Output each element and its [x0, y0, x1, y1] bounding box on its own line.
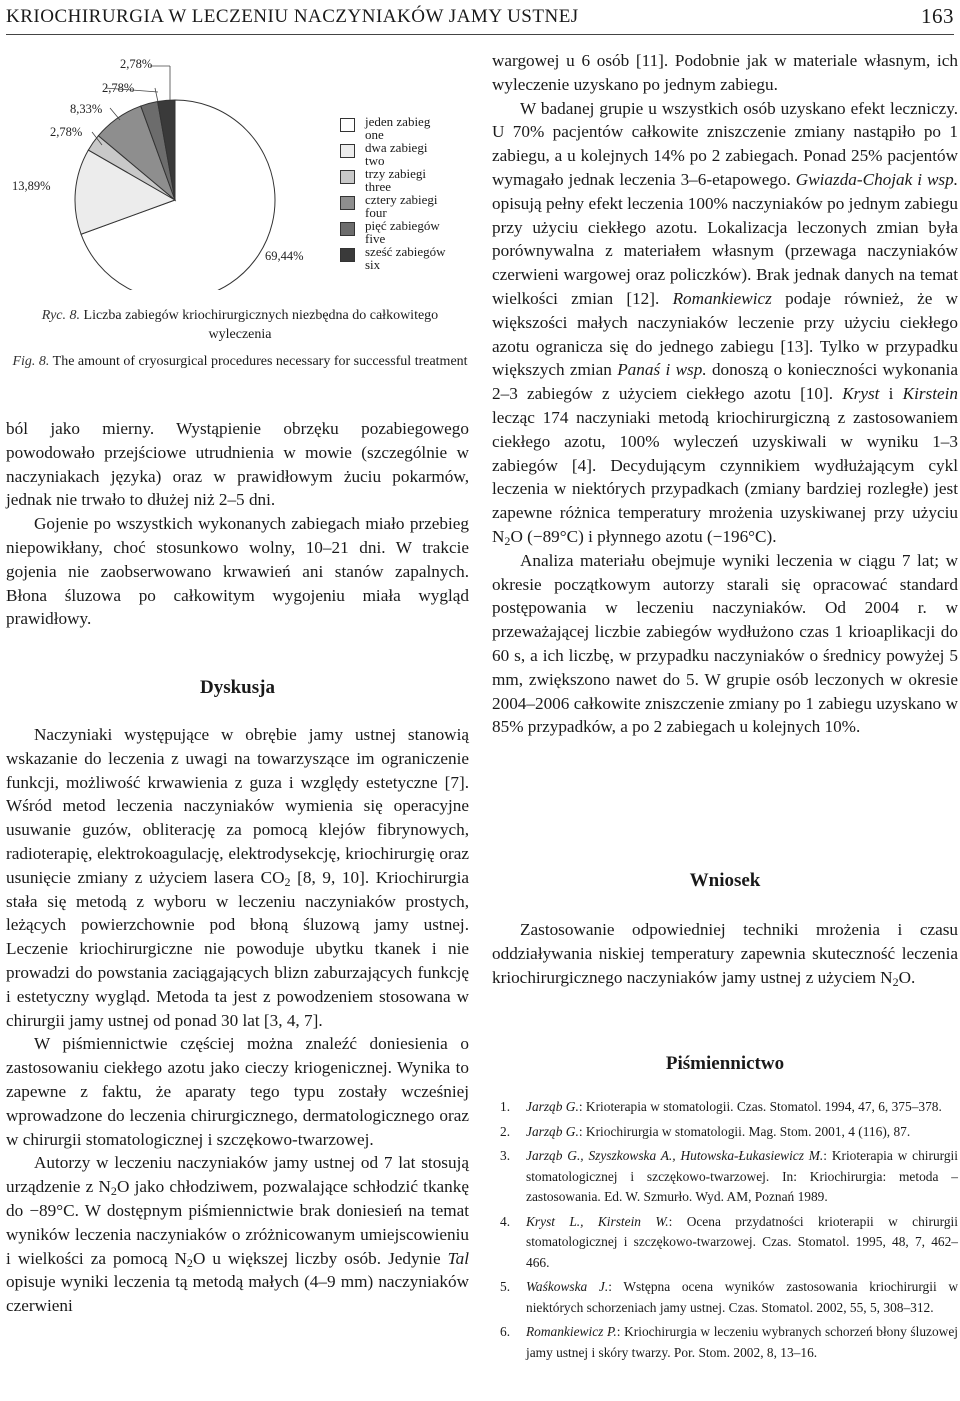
legend-swatch: [340, 222, 355, 236]
right-column-top: [492, 49, 958, 739]
reference-number: 3.: [500, 1148, 511, 1163]
caption-en-label: Fig. 8.: [12, 354, 50, 369]
legend-label: trzy zabiegi three: [365, 166, 426, 194]
left-column-top: [6, 417, 469, 631]
pie-value-label: 2,78%: [120, 57, 153, 71]
figure-caption-pl: [10, 306, 470, 344]
legend-label: pięć zabiegów five: [365, 218, 440, 246]
reference-author: Jarząb G.: [526, 1099, 579, 1114]
reference-author: Waśkowska J.: [526, 1279, 609, 1294]
journal-running-title: KRIOCHIRURGIA W LECZENIU NACZYNIAKÓW JAMY USTNEJ: [6, 6, 579, 27]
legend-label: cztery zabiegi four: [365, 192, 438, 220]
paragraph: Gojenie po wszystkich wykonanych zabiegach miało przebieg niepowikłany, choć stosunkowo wolny, 10–21 dni. W trakcie gojenia nie zaobserwowano krwawień ani stanów zapalnych. Błona śluzowa po całkowitym wygojeniu miała wygląd prawidłowy.: [6, 514, 469, 629]
figure-caption-en: [10, 352, 470, 371]
reference-item: [492, 1212, 958, 1274]
reference-text: : Ocena przydatności krioterapii w chirurgii stomatologicznej i szczękowo-twarzowej. Czas. Stomatol. 1995, 48, 7, 462–466.: [526, 1213, 958, 1270]
reference-author: Jarząb G.: [526, 1123, 579, 1139]
reference-text: : Krioterapia w chirurgii stomatologicznej i szczękowo-twarzowej. In: Kriochirurgia: metoda – zastosowania. Ed. W. Szmurło. Wyd. AM, Poznań 1989.: [526, 1148, 958, 1204]
reference-text: : Kriochirurgia w leczeniu wybranych schorzeń błony śluzowej jamy ustnej i skóry twarzy. Por. Stom. 2002, 8, 13–16.: [526, 1324, 958, 1360]
paragraph: Naczyniaki występujące w obrębie jamy ustnej stanowią wskazanie do leczenia z uwagi na towarzyszące im ograniczenie funkcji, możliwość krwawienia z guza i względy estetyczne [7]. Wśród metod leczenia naczyniaków wymienia się operacyjne usuwanie guzów, obliterację za pomocą klejów fibrynowych, radioterapię, elektrokoagulację, elektrodysekcję, kriochirurgię oraz usunięcie zmiany z użyciem lasera $CO_2$ [8, 9, 10]. Kriochirurgia stała się metodą z wyboru w leczeniu naczyniaków prostych, leżących powierzchownie pod błoną śluzową jamy ustnej. Leczenie kriochirurgiczne nie powoduje ubytku tkanek i nie prowadzi do powstania zaciągających blizn zaburzających funkcję i estetyczny wygląd. Metoda ta jest z powodzeniem stosowana w chirurgii jamy ustnej od ponad 30 lat [3, 4, 7].: [6, 725, 469, 1030]
pie-leader-line: [155, 88, 158, 102]
legend-swatch: [340, 118, 355, 132]
legend-swatch: [340, 144, 355, 158]
pie-value-label: 69,44%: [265, 249, 304, 263]
legend-label: jeden zabieg one: [365, 114, 431, 142]
reference-number: 1.: [500, 1099, 511, 1114]
reference-text: : Krioterapia w stomatologii. Czas. Stomatol. 1994, 47, 6, 375–378.: [578, 1099, 942, 1114]
reference-number: 6.: [500, 1324, 511, 1339]
legend-item: [340, 246, 490, 272]
paragraph: W piśmiennictwie częściej można znaleźć doniesienia o zastosowaniu ciekłego azotu jako cieczy kriogenicznej. Wynika to zapewne z faktu, że aparaty tego typu zostały wcześniej wprowadzone do leczenia chirurgicznego, dermatologicznego oraz w chirurgii stomatologicznej i szczękowo-twarzowej.: [6, 1034, 469, 1149]
reference-author: Kryst L., Kirstein W.: [526, 1213, 669, 1229]
section-heading-dyskusja: Dyskusja: [200, 677, 275, 698]
conclusion-text: [492, 918, 958, 989]
legend-item: [340, 220, 490, 246]
reference-item: [492, 1097, 958, 1118]
reference-item: [492, 1146, 958, 1208]
paragraph: Autorzy w leczeniu naczyniaków jamy ustnej od 7 lat stosują urządzenie z $N_2O$ jako chłodziwem, pozwalające schłodzić tkankę do −89°C. W dostępnym piśmiennictwie brak doniesień na temat wyników leczenia naczyniaków o zróżnicowanym umiejscowieniu i wielkości za pomocą $N_2O$ u większej liczby osób. Jedynie Tal opisuje wyniki leczenia tą metodą małych (4–9 mm) naczyniaków czerwieni: [6, 1153, 469, 1316]
running-header: [6, 4, 954, 35]
reference-text: : Kriochirurgia w stomatologii. Mag. Stom. 2001, 4 (116), 87.: [578, 1123, 911, 1139]
page-number: 163: [921, 4, 954, 28]
paragraph: W badanej grupie u wszystkich osób uzyskano efekt leczniczy. U 70% pacjentów całkowite zniszczenie zmiany nastąpiło po 1 zabiegu, a u kolejnych 14% po 2 zabiegach. Ponad 25% pacjentów wymagało jednak leczenia 3–6-etapowego. Gwiazda-Chojak i wsp. opisują pełny efekt leczenia 100% naczyniaków po jednym zabiegu przy użyciu ciekłego azotu. Lokalizacja leczonych zmian była porównywalna z materiałem własnym (przewaga naczyniaków czerwieni wargowej oraz policzków). Brak jednak danych na temat wielkości zmian [12]. Romankiewicz podaje również, że w większości małych naczyniaków leczenie przy użyciu ciekłego azotu ogranicza się do jednego zabiegu [13]. Tylko w przypadku większych zmian Panaś i wsp. donoszą o konieczności wykonania 2–3 zabiegów z użyciem ciekłego azotu [10]. Kryst i Kirstein lecząc 174 naczyniaki metodą kriochirurgiczną z zastosowaniem ciekłego azotu, 100% wyleczeń uzyskiwali w wyniku 1–3 zabiegów [4]. Decydującym czynnikiem wydłużającym cykl leczenia w niektórych przypadkach (zmiany bardziej rozległe) jest zapewne różnica temperatury mrożenia uzyskiwanej przy użyciu $N_2O$ (−89°C) i płynnego azotu (−196°C).: [492, 98, 959, 548]
pie-value-label: 13,89%: [12, 179, 51, 193]
legend-swatch: [340, 170, 355, 184]
section-heading-references: Piśmiennictwo: [665, 1053, 785, 1074]
legend-label: sześć zabiegów six: [365, 244, 446, 272]
reference-number: 5.: [500, 1279, 511, 1294]
legend-swatch: [340, 248, 355, 262]
reference-text: : Wstępna ocena wyników zastosowania kriochirurgii w niektórych schorzeniach jamy ustnej. Czas. Stomatol. 2002, 55, 5, 308–312.: [526, 1279, 958, 1315]
reference-list: [492, 1097, 958, 1367]
reference-number: 2.: [500, 1123, 511, 1139]
legend-item: [340, 168, 490, 194]
reference-author: Jarząb G., Szyszkowska A., Hutowska-Łukasiewicz M.: [526, 1148, 824, 1163]
figure-pie-chart: [10, 50, 470, 290]
reference-item: [492, 1277, 958, 1318]
legend-label: dwa zabiegi two: [365, 140, 428, 168]
reference-author: Romankiewicz P.: [526, 1324, 617, 1339]
section-heading-wniosek: Wniosek: [689, 870, 761, 891]
pie-value-label: 8,33%: [70, 102, 103, 116]
paragraph: Analiza materiału obejmuje wyniki leczenia w ciągu 7 lat; w okresie początkowym autorzy starali się opracować standard postępowania w leczeniu naczyniaków. Od 2004 r. w przeważającej liczbie zabiegów wydłużono czas 1 krioaplikacji do 60 s, a ich liczbę, w przypadku naczyniaków o średnicy powyżej 5 mm, zwiększono nawet do 5. W grupie osób leczonych w okresie 2004–2006 całkowite zniszczenie zmiany po 1 zabiegu uzyskano w 85% przypadków, a po 2 zabiegach u kolejnych 10%.: [492, 550, 958, 737]
left-column-discussion: [6, 723, 469, 1318]
pie-value-label: 2,78%: [102, 81, 135, 95]
legend-swatch: [340, 196, 355, 210]
legend-item: [340, 194, 490, 220]
paragraph: ból jako mierny. Wystąpienie obrzęku pozabiegowego powodowało przejściowe utrudnienia w mowie (szczególnie w naczyniakach języka) oraz w prawidłowym żuciu pokarmów, jednak nie trwało to dłużej niż 2–5 dni.: [6, 419, 469, 510]
chart-legend: [340, 116, 490, 272]
reference-number: 4.: [500, 1213, 511, 1229]
legend-item: [340, 142, 490, 168]
caption-en-text: The amount of cryosurgical procedures necessary for successful treatment: [52, 354, 468, 369]
paragraph: wargowej u 6 osób [11]. Podobnie jak w materiale własnym, ich wyleczenie uzyskano po jednym zabiegu.: [492, 51, 958, 94]
pie-value-label: 2,78%: [50, 125, 83, 139]
caption-pl-text: Liczba zabiegów kriochirurgicznych niezbędna do całkowitego wyleczenia: [83, 308, 439, 342]
paragraph: Zastosowanie odpowiedniej techniki mrożenia i czasu oddziaływania niskiej temperatury zapewnia skuteczność leczenia kriochirurgicznego naczyniaków jamy ustnej z użyciem $N_2O$.: [492, 920, 958, 989]
reference-item: [492, 1122, 958, 1143]
reference-item: [492, 1322, 958, 1363]
pie-leader-line: [110, 108, 120, 120]
caption-pl-label: Ryc. 8.: [41, 308, 81, 323]
legend-item: [340, 116, 490, 142]
pie-chart: [10, 50, 340, 290]
